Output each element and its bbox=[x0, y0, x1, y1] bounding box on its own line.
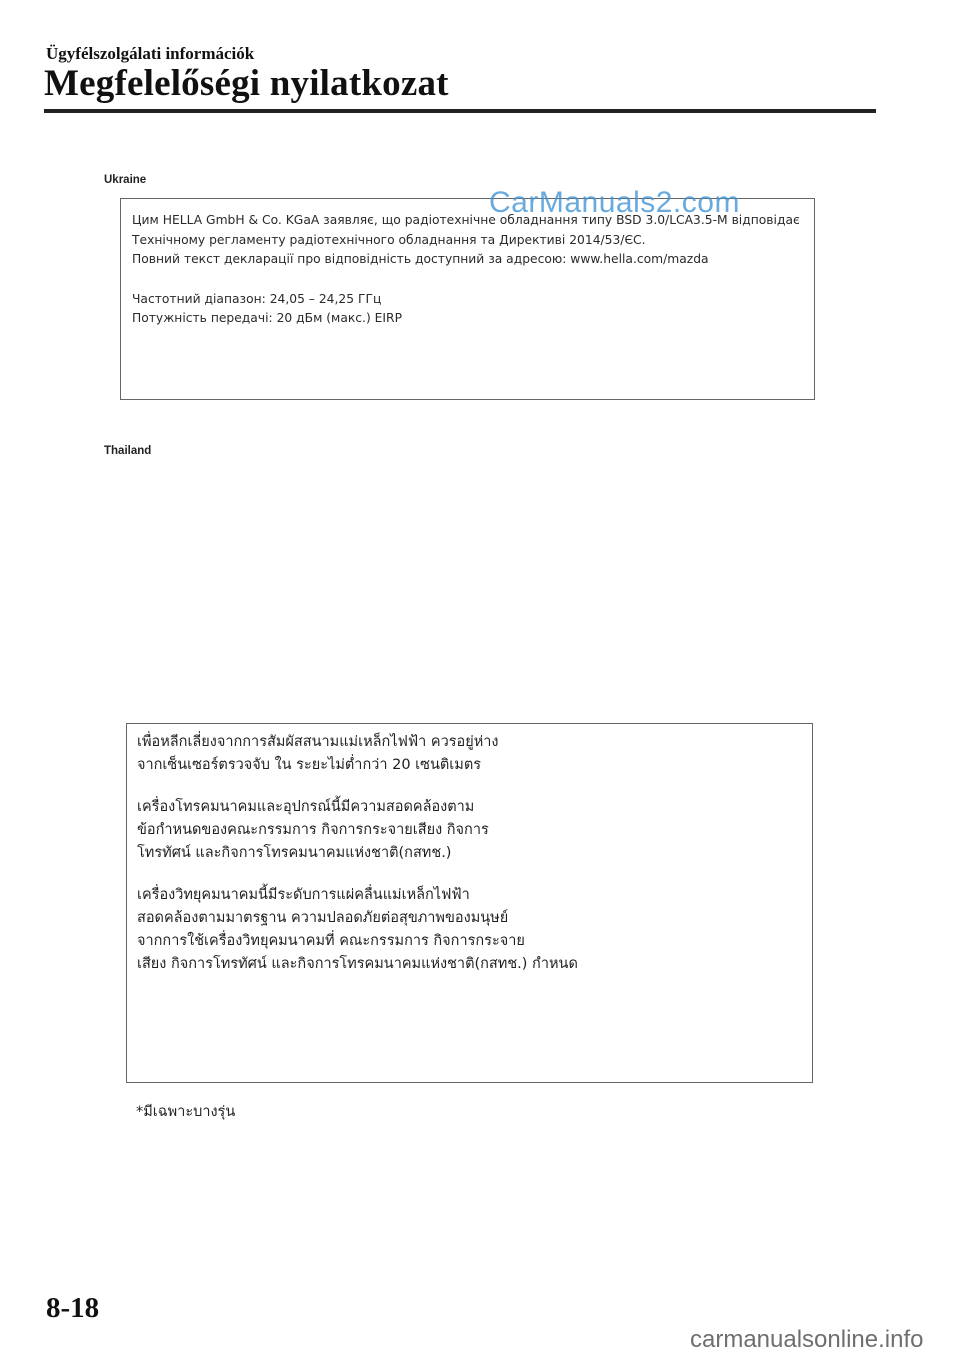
footer-watermark: carmanualsonline.info bbox=[690, 1326, 924, 1353]
section-title: Ügyfélszolgálati információk bbox=[46, 44, 255, 63]
thailand-line: สอดคล้องตามมาตรฐาน ความปลอดภัยต่อสุขภาพของมนุษย์ bbox=[137, 910, 509, 926]
thailand-declaration-text bbox=[137, 731, 812, 976]
thailand-line: จากเซ็นเซอร์ตรวจจับ ใน ระยะไม่ต่ำกว่า 20 เซนติเมตร bbox=[137, 757, 482, 773]
ukraine-line: Цим HELLA GmbH & Co. KGaA заявляє, що радіотехнічне обладнання типу BSD 3.0/LCA3.5-M відповідає bbox=[132, 213, 800, 227]
page-number: 8-18 bbox=[46, 1292, 100, 1324]
thailand-line: เครื่องโทรคมนาคมและอุปกรณ์นี้มีความสอดคล้องตาม bbox=[137, 799, 475, 815]
thailand-line: โทรทัศน์ และกิจการโทรคมนาคมแห่งชาติ(กสทช.) bbox=[137, 845, 452, 861]
thailand-declaration-box bbox=[126, 723, 813, 1083]
thailand-footnote: *มีเฉพาะบางรุ่น bbox=[136, 1104, 236, 1120]
thailand-line: จากการใช้เครื่องวิทยุคมนาคมที่ คณะกรรมการ กิจการกระจาย bbox=[137, 933, 525, 949]
thailand-line: เพื่อหลีกเลี่ยงจากการสัมผัสสนามแม่เหล็กไฟฟ้า ควรอยู่ห่าง bbox=[137, 734, 499, 750]
thailand-label: Thailand bbox=[104, 445, 152, 457]
page-title: Megfelelőségi nyilatkozat bbox=[44, 63, 449, 104]
ukraine-declaration-text bbox=[132, 211, 814, 329]
title-rule bbox=[44, 109, 876, 113]
ukraine-label: Ukraine bbox=[104, 174, 147, 186]
ukraine-power: Потужність передачі: 20 дБм (макс.) EIRP bbox=[132, 311, 403, 325]
ukraine-line: Повний текст декларації про відповідність доступний за адресою: www.hella.com/mazda bbox=[132, 252, 709, 266]
thailand-line: ข้อกำหนดของคณะกรรมการ กิจการกระจายเสียง กิจการ bbox=[137, 822, 489, 838]
carmanuals-watermark: CarManuals2.com bbox=[489, 186, 740, 219]
ukraine-declaration-box bbox=[120, 198, 815, 400]
ukraine-line: Технічному регламенту радіотехнічного обладнання та Директиві 2014/53/ЄС. bbox=[132, 232, 646, 247]
thailand-line: เสียง กิจการโทรทัศน์ และกิจการโทรคมนาคมแห่งชาติ(กสทช.) กำหนด bbox=[137, 956, 578, 972]
thailand-line: เครื่องวิทยุคมนาคมนี้มีระดับการแผ่คลื่นแม่เหล็กไฟฟ้า bbox=[137, 887, 470, 903]
ukraine-frequency: Частотний діапазон: 24,05 – 24,25 ГГц bbox=[132, 291, 382, 306]
